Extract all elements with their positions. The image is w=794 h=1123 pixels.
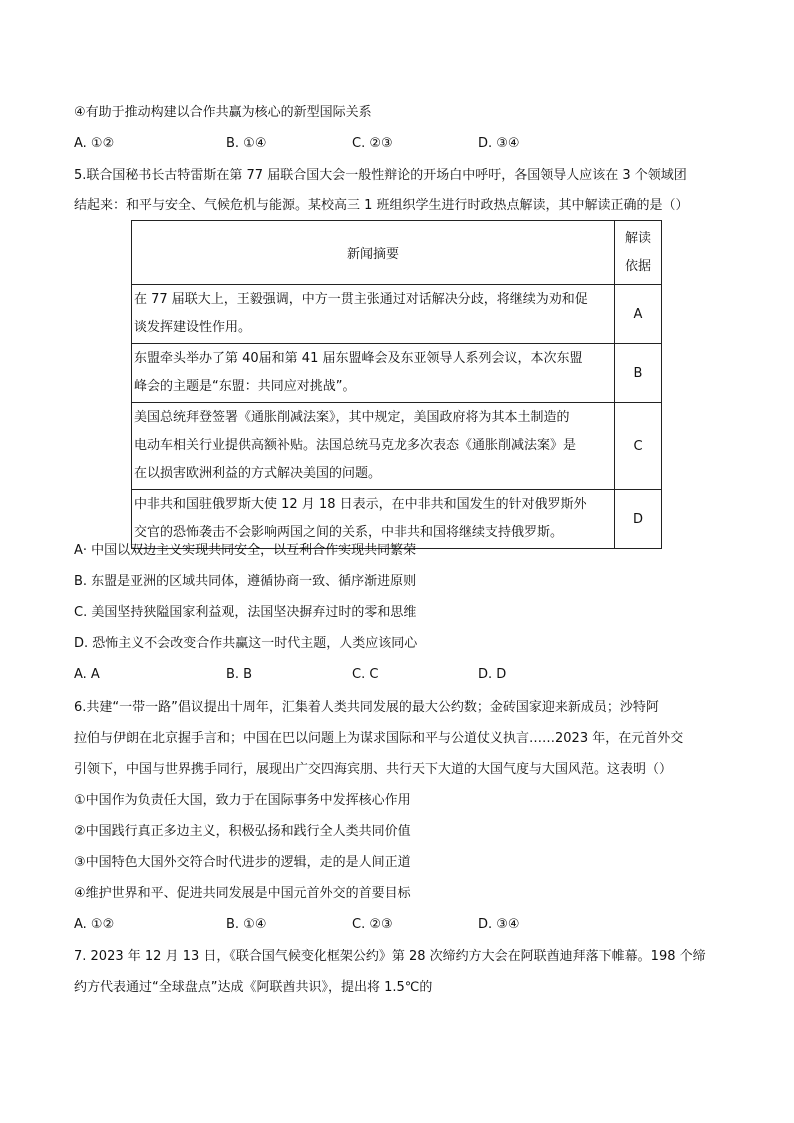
q6-item-3: ③中国特色大国外交符合时代进步的逻辑，走的是人间正道 <box>74 855 411 870</box>
q5-stem-line-2: 结起来：和平与安全、气候危机与能源。某校高三 1 班组织学生进行时政热点解读，其中解读正确的是（） <box>74 198 689 213</box>
q5-option-b: B. B <box>226 667 253 682</box>
table-row <box>132 344 662 403</box>
news-text-line: 美国总统拜登签署《通胀削减法案》，其中规定，美国政府将为其本土制造的 <box>134 410 570 425</box>
news-text-line: 谈发挥建设性作用。 <box>134 320 252 335</box>
basis-cell: D <box>615 490 662 549</box>
q6-option-c: C. ②③ <box>352 917 393 932</box>
q5-option-c: C. C <box>352 667 379 682</box>
news-text-line: 在以损害欧洲利益的方式解决美国的问题。 <box>134 466 382 481</box>
basis-cell: B <box>615 344 662 403</box>
q4-option-b: B. ①④ <box>226 136 267 151</box>
news-text-line: 电动车相关行业提供高额补贴。法国总统马克龙多次表态《通胀削减法案》是 <box>134 438 577 453</box>
q4-item-4: ④有助于推动构建以合作共赢为核心的新型国际关系 <box>74 105 372 120</box>
q4-option-a: A. ①② <box>74 136 115 151</box>
q5-stem-line-1: 5.联合国秘书长古特雷斯在第 77 届联合国大会一般性辩论的开场白中呼吁，各国领导人应该在 3 个领域团 <box>74 168 687 183</box>
q6-stem-line-3: 引领下，中国与世界携手同行，展现出广交四海宾朋、共行天下大道的大国气度与大国风范。这表明（） <box>74 762 673 777</box>
news-text-line: 中非共和国驻俄罗斯大使 12 月 18 日表示，在中非共和国发生的针对俄罗斯外 <box>134 497 587 512</box>
news-summary-cell <box>132 490 615 549</box>
q5-options <box>74 665 714 685</box>
basis-cell: C <box>615 403 662 490</box>
table-row <box>132 490 662 549</box>
news-text-line: 在 77 届联大上，王毅强调，中方一贯主张通过对话解决分歧，将继续为劝和促 <box>134 292 588 307</box>
q6-option-b: B. ①④ <box>226 917 267 932</box>
q6-option-d: D. ③④ <box>478 917 520 932</box>
q6-options <box>74 915 714 935</box>
q6-item-1: ①中国作为负责任大国，致力于在国际事务中发挥核心作用 <box>74 793 411 808</box>
news-summary-cell <box>132 403 615 490</box>
q5-choice-a: A· 中国以双边主义实现共同安全，以互利合作实现共同繁荣 <box>74 543 417 558</box>
table-row <box>132 285 662 344</box>
q4-options <box>74 134 714 154</box>
header-basis <box>615 221 662 285</box>
q4-option-d: D. ③④ <box>478 136 520 151</box>
basis-cell: A <box>615 285 662 344</box>
news-summary-cell <box>132 344 615 403</box>
q5-choice-d: D. 恐怖主义不会改变合作共赢这一时代主题，人类应该同心 <box>74 636 418 651</box>
news-table-header <box>132 221 662 285</box>
news-summary-cell <box>132 285 615 344</box>
q6-item-4: ④维护世界和平、促进共同发展是中国元首外交的首要目标 <box>74 886 411 901</box>
q4-option-c: C. ②③ <box>352 136 393 151</box>
header-basis-line-1: 解读 <box>624 230 651 246</box>
q5-choice-c: C. 美国坚持狭隘国家利益观，法国坚决摒弃过时的零和思维 <box>74 605 417 620</box>
q7-stem-line-1: 7. 2023 年 12 月 13 日，《联合国气候变化框架公约》第 28 次缔约方大会在阿联酋迪拜落下帷幕。198 个缔 <box>74 949 706 964</box>
news-table <box>131 220 662 549</box>
header-news-summary: 新闻摘要 <box>132 221 615 285</box>
news-text-line: 东盟牵头举办了第 40届和第 41 届东盟峰会及东亚领导人系列会议，本次东盟 <box>134 351 583 366</box>
q5-option-d: D. D <box>478 667 507 682</box>
header-basis-line-2: 依据 <box>624 258 651 274</box>
q7-stem-line-2: 约方代表通过“全球盘点”达成《阿联酋共识》，提出将 1.5℃的 <box>74 980 433 995</box>
q6-option-a: A. ①② <box>74 917 115 932</box>
news-text-line: 交官的恐怖袭击不会影响两国之间的关系，中非共和国将继续支持俄罗斯。 <box>134 525 564 540</box>
q5-choice-b: B. 东盟是亚洲的区域共同体，遵循协商一致、循序渐进原则 <box>74 574 417 589</box>
news-text-line: 峰会的主题是“东盟：共同应对挑战”。 <box>134 379 356 394</box>
q6-stem-line-2: 拉伯与伊朗在北京握手言和；中国在巴以问题上为谋求国际和平与公道仗义执言……2023 年，在元首外交 <box>74 731 684 746</box>
q6-item-2: ②中国践行真正多边主义，积极弘扬和践行全人类共同价值 <box>74 824 411 839</box>
q5-option-a: A. A <box>74 667 100 682</box>
table-row <box>132 403 662 490</box>
q6-stem-line-1: 6.共建“一带一路”倡议提出十周年，汇集着人类共同发展的最大公约数；金砖国家迎来新成员；沙特阿 <box>74 700 659 715</box>
